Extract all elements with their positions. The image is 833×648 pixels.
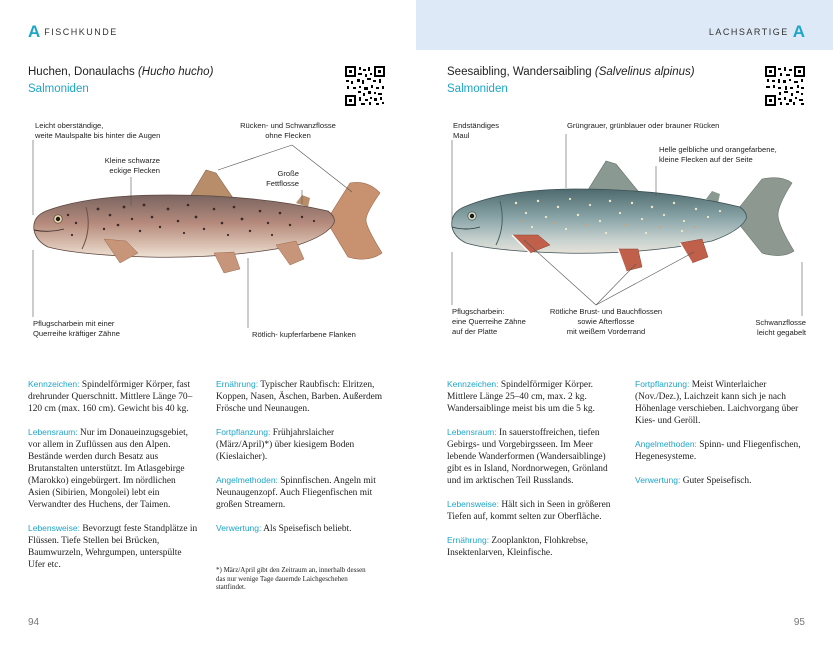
annotation-mouth: Leicht oberständige, weite Maulspalte bis hinter die Augen	[35, 121, 161, 140]
left-text-column-1	[28, 378, 198, 582]
right-text-column-1	[447, 378, 617, 570]
title-latin: (Hucho hucho)	[137, 66, 214, 78]
section-name: FISCHKUNDE	[44, 27, 118, 37]
text-verwertung: Verwertung: Als Speisefisch beliebt.	[216, 523, 352, 534]
section-letter: A	[28, 22, 41, 41]
annotation-teeth: Pflugscharbein mit einer Querreihe kräftiger Zähne	[33, 319, 120, 338]
fish-family: Salmoniden	[28, 83, 89, 95]
annotation-fins: Rücken- und Schwanzflosse ohne Flecken	[240, 121, 336, 140]
title-latin: (Salvelinus alpinus)	[594, 66, 695, 78]
left-text-column-2	[216, 378, 388, 546]
annotation-fins: Rötliche Brust- und Bauchflossen sowie Afterflosse mit weißem Vorderrand	[549, 307, 663, 336]
right-page	[416, 0, 833, 648]
title-common: Huchen, Donaulachs	[28, 66, 138, 78]
text-kennzeichen: Kennzeichen: Spindelförmiger Körper. Mittlere Länge 25–40 cm, max. 2 kg. Wandersaiblinge meist bis um die 5 kg.	[447, 379, 595, 414]
text-angelmethoden: Angelmethoden: Spinn- und Fliegenfischen, Hegenesysteme.	[635, 439, 801, 462]
text-fortpflanzung: Fortpflanzung: Meist Winterlaicher (Nov./Dez.), Laichzeit kann sich je nach Höhenlage verschieben. Laichvorgang über Kies- und Geröll.	[635, 379, 799, 426]
page-number-right: 95	[793, 617, 805, 628]
right-text-column-2	[635, 378, 807, 498]
title-common: Seesaibling, Wandersaibling	[447, 66, 595, 78]
text-kennzeichen: Kennzeichen: Spindelförmiger Körper, fast drehrunder Querschnitt. Mittlere Länge 70–120 cm (max. 160 cm). Gewicht bis 40 kg.	[28, 379, 193, 414]
annotation-mouth: Endständiges Maul	[453, 121, 500, 140]
fish-family: Salmoniden	[447, 83, 508, 95]
text-lebensraum: Lebensraum: Nur im Donaueinzugsgebiet, vor allem in Zuflüssen aus den Alpen. Bestände werden durch Besatz aus Brutanstalten unterstützt. Im Atlasgebirge (Marokko) eingebürgert. Im nördlichen Asien (Sibirien, Mongolei) lebt ein Verwandter des Huchens, der Taimen.	[28, 427, 189, 510]
text-lebensweise: Lebensweise: Bevorzugt feste Standplätze in Flüssen. Tiefe Stellen bei Brücken, Baumwurzeln, Wehrgumpen, unterspülte Ufer etc.	[28, 523, 198, 570]
section-letter: A	[792, 22, 805, 41]
annotation-flanks: Rötlich- kupferfarbene Flanken	[252, 330, 356, 339]
text-lebensweise: Lebensweise: Hält sich in Seen in größeren Tiefen auf, kommt selten zur Oberfläche.	[447, 499, 611, 522]
text-ernaehrung: Ernährung: Zooplankton, Flohkrebse, Insektenlarven, Kleinfische.	[447, 535, 589, 558]
annotation-tail: Schwanzflosse leicht gegabelt	[755, 318, 806, 337]
page-number-left: 94	[28, 617, 40, 628]
text-ernaehrung: Ernährung: Typischer Raubfisch: Elritzen, Koppen, Nasen, Äschen, Barben. Außerdem Frösche und Neunaugen.	[216, 379, 383, 414]
footnote: *) März/April gibt den Zeitraum an, innerhalb dessen das nur wenige Tage dauernde Laichgeschehen stattfindet.	[216, 566, 366, 591]
left-page	[0, 0, 416, 648]
annotation-spots: Kleine schwarze eckige Flecken	[104, 156, 160, 175]
text-angelmethoden: Angelmethoden: Spinnfischen. Angeln mit Neunaugenzopf. Auch Fliegenfischen mit großen Streamern.	[216, 475, 376, 510]
annotation-back: Grüngrauer, grünblauer oder brauner Rücken	[567, 121, 720, 130]
annotation-teeth: Pflugscharbein: eine Querreihe Zähne auf der Platte	[452, 307, 526, 336]
section-name: LACHSARTIGE	[708, 27, 789, 37]
text-lebensraum: Lebensraum: In sauerstoffreichen, tiefen Gebirgs- und Vorgebirgsseen. Im Meer lebende Wanderformen (Wandersaiblinge) gibt es in Island, Nordnorwegen, Grönland und im arktischen Teil Russlands.	[447, 427, 608, 486]
text-fortpflanzung: Fortpflanzung: Frühjahrslaicher (März/April)*) über kiesigem Boden (Kieslaicher).	[216, 427, 355, 462]
annotation-spots: Helle gelbliche und orangefarbene, kleine Flecken auf der Seite	[659, 145, 777, 164]
text-verwertung: Verwertung: Guter Speisefisch.	[635, 475, 752, 486]
annotation-adipose: Große Fettflosse	[266, 169, 299, 188]
